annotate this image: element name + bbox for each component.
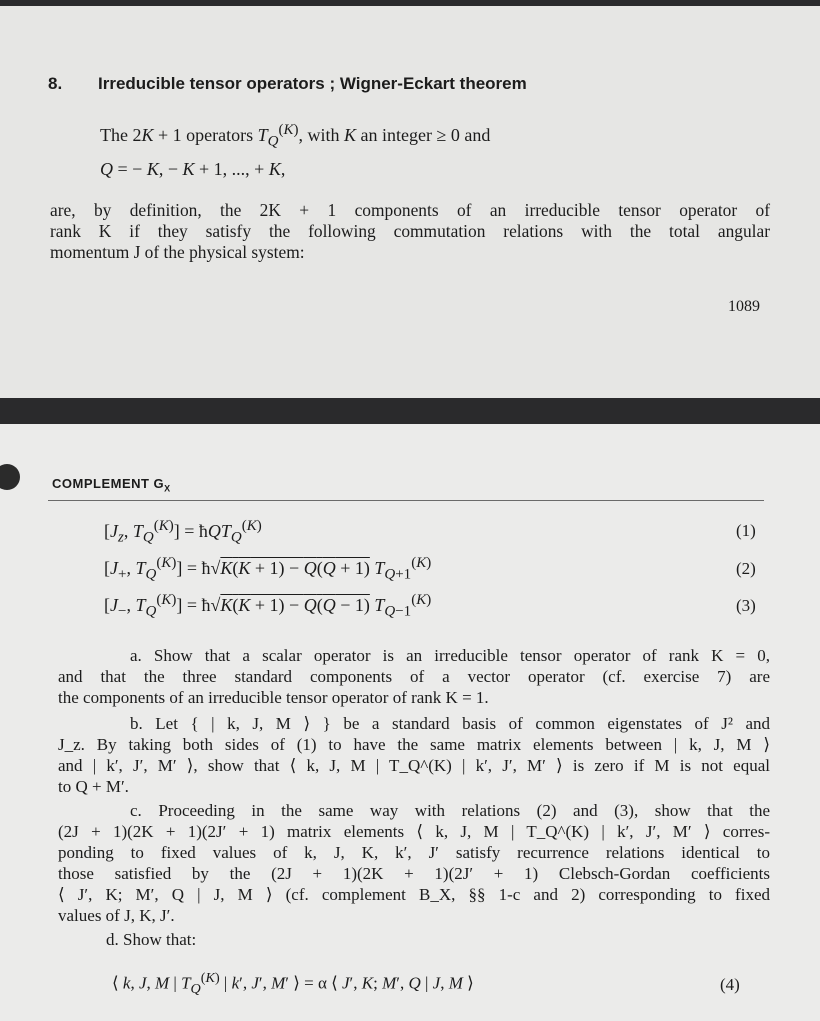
part-d-label: d. Show that: (106, 930, 197, 949)
part-c-line: those satisfied by the (2J + 1)(2K + 1)(2J′ + 1) Clebsch-Gordan coefficients (58, 864, 770, 883)
section-title: Irreducible tensor operators ; Wigner-Eckart theorem (98, 74, 527, 93)
part-b-line: J_z. By taking both sides of (1) to have the same matrix elements between | k, J, M ⟩ (58, 735, 770, 754)
page-number: 1089 (728, 298, 760, 315)
equation-4: ⟨ k, J, M | $T_Q^{(K)}$ | k′, J′, M′ ⟩ = α ⟨ J′, K; M′, Q | J, M ⟩ (112, 970, 474, 998)
part-a-line: the components of an irreducible tensor operator of rank K = 1. (58, 688, 489, 707)
definition-paragraph (50, 200, 770, 263)
part-c-line: ponding to fixed values of k, J, K, k′, J′ satisfy recurrence relations identical to (58, 843, 770, 862)
part-b-paragraph (58, 713, 770, 797)
equation-4-number: (4) (720, 975, 740, 994)
part-c-paragraph (58, 800, 770, 926)
part-a-line: a. Show that a scalar operator is an irreducible tensor operator of rank K = 0, (130, 646, 770, 665)
equation-3-number: (3) (736, 596, 756, 615)
complement-title: COMPLEMENT $G_X$ (52, 476, 171, 494)
equation-1: [$J_z$, $T_Q^{(K)}$] = ħQT$_Q^{(K)}$ (104, 518, 262, 546)
definition-line: momentum J of the physical system: (50, 242, 305, 262)
equation-2: [$J_+$, $T_Q^{(K)}$] = ħ√K(K + 1) − Q(Q + 1) $T_{Q+1}^{(K)}$ (104, 555, 432, 583)
part-b-line: to Q + M′. (58, 777, 129, 796)
equation-3: [$J_-$, $T_Q^{(K)}$] = ħ√K(K + 1) − Q(Q − 1) $T_{Q-1}^{(K)}$ (104, 592, 432, 620)
part-a-line: and that the three standard components of a vector operator (cf. exercise 7) are (58, 667, 770, 686)
part-c-line: values of J, K, J′. (58, 906, 175, 925)
part-c-line: (2J + 1)(2K + 1)(2J′ + 1) matrix elements ⟨ k, J, M | T_Q^(K) | k′, J′, M′ ⟩ corres- (58, 822, 770, 841)
definition-line: rank K if they satisfy the following commutation relations with the total angular (50, 221, 770, 241)
lower-page (0, 424, 820, 1021)
equation-1-number: (1) (736, 521, 756, 540)
part-c-line: c. Proceeding in the same way with relations (2) and (3), show that the (130, 801, 770, 820)
header-rule (48, 500, 764, 501)
intro-line-2: Q = − K, − K + 1, ..., + K, (100, 159, 286, 179)
upper-page (0, 6, 820, 398)
part-b-line: b. Let { | k, J, M ⟩ } be a standard basis of common eigenstates of J² and (130, 714, 770, 733)
part-c-line: ⟨ J′, K; M′, Q | J, M ⟩ (cf. complement B_X, §§ 1-c and 2) corresponding to fixed (58, 885, 770, 904)
part-a-paragraph (58, 645, 770, 708)
part-b-line: and | k′, J′, M′ ⟩, show that ⟨ k, J, M | T_Q^(K) | k′, J′, M′ ⟩ is zero if M is not equal (58, 756, 770, 775)
equation-2-number: (2) (736, 559, 756, 578)
page-bullet (0, 464, 20, 490)
section-number: 8. (48, 74, 63, 93)
intro-line-1: The 2K + 1 operators $T_Q^{(K)}$, with K an integer ≥ 0 and (100, 122, 491, 150)
definition-line: are, by definition, the 2K + 1 components of an irreducible tensor operator of (50, 200, 770, 220)
